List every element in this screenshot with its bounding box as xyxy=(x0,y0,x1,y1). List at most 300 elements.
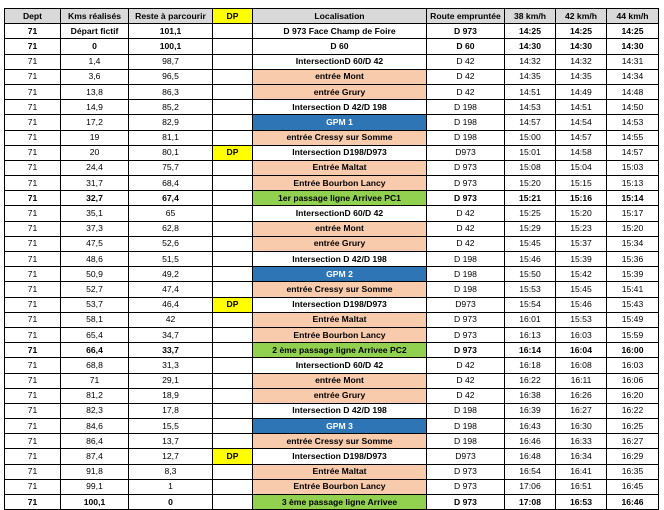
cell-route: D 198 xyxy=(427,434,505,449)
header-speed-44: 44 km/h xyxy=(607,9,659,24)
cell-dept: 71 xyxy=(5,282,61,297)
cell-dp xyxy=(213,24,253,39)
table-row xyxy=(5,206,659,221)
cell-time-42: 16:53 xyxy=(556,495,607,510)
cell-route: D 42 xyxy=(427,358,505,373)
cell-dept: 71 xyxy=(5,327,61,342)
header-dp: DP xyxy=(213,9,253,24)
cell-time-42: 15:42 xyxy=(556,267,607,282)
schedule-table-wrapper xyxy=(4,8,659,510)
table-row xyxy=(5,464,659,479)
cell-dp xyxy=(213,434,253,449)
cell-localisation: Entrée Bourbon Lancy xyxy=(253,176,427,191)
cell-time-44: 15:49 xyxy=(607,312,659,327)
cell-kms-realises: 53,7 xyxy=(61,297,129,312)
cell-route: D 973 xyxy=(427,312,505,327)
cell-kms-realises: 1,4 xyxy=(61,54,129,69)
cell-localisation: entrée Mont xyxy=(253,69,427,84)
cell-localisation: GPM 1 xyxy=(253,115,427,130)
table-row xyxy=(5,160,659,175)
cell-kms-realises: 58,1 xyxy=(61,312,129,327)
cell-dept: 71 xyxy=(5,403,61,418)
cell-reste: 31,3 xyxy=(129,358,213,373)
cell-time-44: 16:46 xyxy=(607,495,659,510)
cell-time-38: 14:53 xyxy=(505,100,556,115)
cell-localisation: entrée Cressy sur Somme xyxy=(253,130,427,145)
cell-dept: 71 xyxy=(5,100,61,115)
cell-reste: 34,7 xyxy=(129,327,213,342)
cell-reste: 8,3 xyxy=(129,464,213,479)
cell-dept: 71 xyxy=(5,343,61,358)
cell-time-38: 14:51 xyxy=(505,84,556,99)
cell-time-38: 16:46 xyxy=(505,434,556,449)
cell-kms-realises: 35,1 xyxy=(61,206,129,221)
header-reste-a-parcourir: Reste à parcourir xyxy=(129,9,213,24)
header-speed-42: 42 km/h xyxy=(556,9,607,24)
cell-dept: 71 xyxy=(5,434,61,449)
cell-time-38: 15:45 xyxy=(505,236,556,251)
table-row xyxy=(5,252,659,267)
cell-time-42: 14:35 xyxy=(556,69,607,84)
cell-reste: 67,4 xyxy=(129,191,213,206)
table-row xyxy=(5,221,659,236)
cell-reste: 52,6 xyxy=(129,236,213,251)
cell-time-38: 15:46 xyxy=(505,252,556,267)
cell-kms-realises: 37,3 xyxy=(61,221,129,236)
cell-time-38: 15:21 xyxy=(505,191,556,206)
cell-reste: 29,1 xyxy=(129,373,213,388)
cell-dp xyxy=(213,160,253,175)
cell-dept: 71 xyxy=(5,206,61,221)
table-row xyxy=(5,449,659,464)
table-row xyxy=(5,236,659,251)
cell-kms-realises: 99,1 xyxy=(61,479,129,494)
cell-route: D 198 xyxy=(427,419,505,434)
cell-route: D973 xyxy=(427,145,505,160)
cell-dept: 71 xyxy=(5,191,61,206)
cell-dp xyxy=(213,373,253,388)
cell-time-44: 15:20 xyxy=(607,221,659,236)
cell-time-44: 16:20 xyxy=(607,388,659,403)
cell-time-38: 15:00 xyxy=(505,130,556,145)
table-row xyxy=(5,145,659,160)
cell-reste: 86,3 xyxy=(129,84,213,99)
cell-localisation: IntersectionD 60/D 42 xyxy=(253,358,427,373)
cell-reste: 96,5 xyxy=(129,69,213,84)
cell-route: D 42 xyxy=(427,69,505,84)
cell-route: D 42 xyxy=(427,221,505,236)
cell-localisation: Intersection D198/D973 xyxy=(253,449,427,464)
cell-kms-realises: 68,8 xyxy=(61,358,129,373)
cell-route: D 198 xyxy=(427,267,505,282)
cell-time-42: 16:51 xyxy=(556,479,607,494)
cell-route: D 973 xyxy=(427,191,505,206)
cell-dept: 71 xyxy=(5,24,61,39)
cell-reste: 65 xyxy=(129,206,213,221)
cell-time-44: 15:41 xyxy=(607,282,659,297)
cell-dp xyxy=(213,252,253,267)
cell-time-44: 16:22 xyxy=(607,403,659,418)
cell-dept: 71 xyxy=(5,479,61,494)
table-row xyxy=(5,191,659,206)
cell-localisation: entrée Grury xyxy=(253,236,427,251)
cell-reste: 85,2 xyxy=(129,100,213,115)
header-dept: Dept xyxy=(5,9,61,24)
cell-localisation: entrée Mont xyxy=(253,373,427,388)
cell-time-38: 15:54 xyxy=(505,297,556,312)
table-row xyxy=(5,84,659,99)
cell-dp xyxy=(213,39,253,54)
cell-time-38: 16:38 xyxy=(505,388,556,403)
cell-localisation: Intersection D198/D973 xyxy=(253,145,427,160)
cell-time-38: 14:35 xyxy=(505,69,556,84)
cell-time-42: 16:41 xyxy=(556,464,607,479)
cell-time-42: 15:45 xyxy=(556,282,607,297)
cell-time-38: 15:50 xyxy=(505,267,556,282)
cell-time-42: 16:33 xyxy=(556,434,607,449)
cell-dept: 71 xyxy=(5,252,61,267)
cell-localisation: D 60 xyxy=(253,39,427,54)
cell-route: D 42 xyxy=(427,84,505,99)
cell-localisation: entrée Grury xyxy=(253,388,427,403)
cell-reste: 15,5 xyxy=(129,419,213,434)
cell-dp xyxy=(213,312,253,327)
cell-time-38: 14:32 xyxy=(505,54,556,69)
cell-dp xyxy=(213,267,253,282)
cell-kms-realises: 81,2 xyxy=(61,388,129,403)
cell-dp xyxy=(213,282,253,297)
cell-kms-realises: 14,9 xyxy=(61,100,129,115)
cell-route: D 973 xyxy=(427,479,505,494)
cell-localisation: GPM 2 xyxy=(253,267,427,282)
cell-kms-realises: 87,4 xyxy=(61,449,129,464)
cell-reste: 51,5 xyxy=(129,252,213,267)
cell-time-42: 16:04 xyxy=(556,343,607,358)
cell-dept: 71 xyxy=(5,267,61,282)
table-row xyxy=(5,267,659,282)
cell-kms-realises: 20 xyxy=(61,145,129,160)
table-row xyxy=(5,495,659,510)
cell-time-38: 16:13 xyxy=(505,327,556,342)
cell-dp xyxy=(213,236,253,251)
cell-dp xyxy=(213,176,253,191)
table-row xyxy=(5,419,659,434)
cell-dept: 71 xyxy=(5,115,61,130)
cell-time-42: 16:03 xyxy=(556,327,607,342)
cell-time-38: 16:14 xyxy=(505,343,556,358)
cell-time-44: 15:34 xyxy=(607,236,659,251)
cell-reste: 82,9 xyxy=(129,115,213,130)
cell-dp xyxy=(213,54,253,69)
table-row xyxy=(5,327,659,342)
cell-localisation: IntersectionD 60/D 42 xyxy=(253,206,427,221)
cell-time-42: 14:57 xyxy=(556,130,607,145)
cell-time-38: 14:57 xyxy=(505,115,556,130)
cell-dp xyxy=(213,221,253,236)
cell-localisation: 2 ème passage ligne Arrivee PC2 xyxy=(253,343,427,358)
cell-time-38: 16:18 xyxy=(505,358,556,373)
cell-time-38: 16:39 xyxy=(505,403,556,418)
cell-dp xyxy=(213,403,253,418)
cell-dept: 71 xyxy=(5,297,61,312)
cell-time-42: 15:53 xyxy=(556,312,607,327)
cell-dp xyxy=(213,495,253,510)
cell-time-44: 16:45 xyxy=(607,479,659,494)
cell-localisation: Intersection D198/D973 xyxy=(253,297,427,312)
cell-localisation: Entrée Bourbon Lancy xyxy=(253,479,427,494)
cell-route: D 973 xyxy=(427,464,505,479)
cell-time-38: 17:06 xyxy=(505,479,556,494)
cell-time-42: 14:30 xyxy=(556,39,607,54)
cell-dp: DP xyxy=(213,297,253,312)
cell-reste: 81,1 xyxy=(129,130,213,145)
cell-reste: 12,7 xyxy=(129,449,213,464)
cell-localisation: entrée Mont xyxy=(253,221,427,236)
cell-dept: 71 xyxy=(5,419,61,434)
cell-reste: 1 xyxy=(129,479,213,494)
header-speed-38: 38 km/h xyxy=(505,9,556,24)
cell-dp xyxy=(213,69,253,84)
cell-time-42: 15:15 xyxy=(556,176,607,191)
cell-dept: 71 xyxy=(5,160,61,175)
cell-time-44: 16:35 xyxy=(607,464,659,479)
cell-route: D973 xyxy=(427,449,505,464)
cell-kms-realises: 17,2 xyxy=(61,115,129,130)
cell-route: D 198 xyxy=(427,100,505,115)
cell-dept: 71 xyxy=(5,464,61,479)
cell-time-44: 14:25 xyxy=(607,24,659,39)
cell-reste: 42 xyxy=(129,312,213,327)
cell-reste: 80,1 xyxy=(129,145,213,160)
table-row xyxy=(5,100,659,115)
cell-kms-realises: 47,5 xyxy=(61,236,129,251)
cell-route: D 973 xyxy=(427,176,505,191)
cell-time-42: 14:58 xyxy=(556,145,607,160)
cell-route: D 42 xyxy=(427,236,505,251)
cell-localisation: entrée Cressy sur Somme xyxy=(253,282,427,297)
cell-time-44: 16:27 xyxy=(607,434,659,449)
cell-dp xyxy=(213,479,253,494)
cell-reste: 18,9 xyxy=(129,388,213,403)
cell-time-44: 16:00 xyxy=(607,343,659,358)
cell-kms-realises: 50,9 xyxy=(61,267,129,282)
schedule-body xyxy=(5,24,659,510)
cell-reste: 75,7 xyxy=(129,160,213,175)
cell-time-42: 16:08 xyxy=(556,358,607,373)
cell-route: D 198 xyxy=(427,252,505,267)
cell-time-38: 15:08 xyxy=(505,160,556,175)
cell-localisation: Entrée Maltat xyxy=(253,464,427,479)
cell-kms-realises: Départ fictif xyxy=(61,24,129,39)
cell-kms-realises: 13,8 xyxy=(61,84,129,99)
cell-reste: 0 xyxy=(129,495,213,510)
cell-reste: 46,4 xyxy=(129,297,213,312)
cell-time-42: 16:30 xyxy=(556,419,607,434)
cell-time-42: 15:37 xyxy=(556,236,607,251)
cell-kms-realises: 19 xyxy=(61,130,129,145)
cell-dept: 71 xyxy=(5,449,61,464)
cell-dp xyxy=(213,464,253,479)
table-row xyxy=(5,479,659,494)
cell-kms-realises: 0 xyxy=(61,39,129,54)
cell-dp xyxy=(213,358,253,373)
cell-dp xyxy=(213,206,253,221)
cell-time-44: 15:17 xyxy=(607,206,659,221)
cell-time-44: 16:03 xyxy=(607,358,659,373)
cell-time-44: 14:48 xyxy=(607,84,659,99)
cell-time-44: 14:34 xyxy=(607,69,659,84)
cell-time-42: 15:23 xyxy=(556,221,607,236)
cell-dp xyxy=(213,100,253,115)
cell-reste: 68,4 xyxy=(129,176,213,191)
cell-time-38: 16:22 xyxy=(505,373,556,388)
cell-route: D 198 xyxy=(427,130,505,145)
cell-dept: 71 xyxy=(5,236,61,251)
cell-route: D 42 xyxy=(427,206,505,221)
race-schedule-table xyxy=(4,8,659,510)
cell-time-44: 15:59 xyxy=(607,327,659,342)
cell-time-38: 15:53 xyxy=(505,282,556,297)
cell-route: D 973 xyxy=(427,343,505,358)
cell-route: D 42 xyxy=(427,54,505,69)
cell-reste: 62,8 xyxy=(129,221,213,236)
cell-time-44: 14:31 xyxy=(607,54,659,69)
table-row xyxy=(5,69,659,84)
cell-time-44: 15:39 xyxy=(607,267,659,282)
table-row xyxy=(5,373,659,388)
cell-route: D973 xyxy=(427,297,505,312)
cell-localisation: Entrée Maltat xyxy=(253,312,427,327)
table-row xyxy=(5,130,659,145)
cell-time-38: 15:29 xyxy=(505,221,556,236)
table-row xyxy=(5,403,659,418)
table-row xyxy=(5,115,659,130)
cell-reste: 98,7 xyxy=(129,54,213,69)
cell-time-38: 15:01 xyxy=(505,145,556,160)
cell-kms-realises: 32,7 xyxy=(61,191,129,206)
table-row xyxy=(5,176,659,191)
table-row xyxy=(5,312,659,327)
cell-kms-realises: 48,6 xyxy=(61,252,129,267)
cell-time-44: 16:25 xyxy=(607,419,659,434)
table-row xyxy=(5,54,659,69)
cell-dept: 71 xyxy=(5,312,61,327)
cell-reste: 13,7 xyxy=(129,434,213,449)
cell-time-44: 15:03 xyxy=(607,160,659,175)
cell-kms-realises: 86,4 xyxy=(61,434,129,449)
cell-dept: 71 xyxy=(5,39,61,54)
cell-time-42: 14:51 xyxy=(556,100,607,115)
table-row xyxy=(5,343,659,358)
cell-time-44: 15:43 xyxy=(607,297,659,312)
cell-dp xyxy=(213,130,253,145)
cell-dept: 71 xyxy=(5,373,61,388)
cell-dp xyxy=(213,84,253,99)
table-row xyxy=(5,388,659,403)
cell-localisation: Intersection D 42/D 198 xyxy=(253,252,427,267)
cell-kms-realises: 3,6 xyxy=(61,69,129,84)
cell-time-42: 16:26 xyxy=(556,388,607,403)
cell-time-44: 15:36 xyxy=(607,252,659,267)
cell-localisation: Intersection D 42/D 198 xyxy=(253,403,427,418)
cell-reste: 33,7 xyxy=(129,343,213,358)
cell-time-38: 14:30 xyxy=(505,39,556,54)
cell-dept: 71 xyxy=(5,358,61,373)
cell-localisation: GPM 3 xyxy=(253,419,427,434)
cell-reste: 101,1 xyxy=(129,24,213,39)
cell-dp xyxy=(213,191,253,206)
cell-time-44: 15:14 xyxy=(607,191,659,206)
cell-time-44: 14:53 xyxy=(607,115,659,130)
cell-kms-realises: 82,3 xyxy=(61,403,129,418)
cell-time-44: 16:06 xyxy=(607,373,659,388)
cell-localisation: 3 ème passage ligne Arrivee xyxy=(253,495,427,510)
cell-time-42: 15:46 xyxy=(556,297,607,312)
cell-time-44: 14:30 xyxy=(607,39,659,54)
cell-route: D 198 xyxy=(427,115,505,130)
cell-localisation: Entrée Maltat xyxy=(253,160,427,175)
cell-time-44: 14:50 xyxy=(607,100,659,115)
cell-time-42: 14:25 xyxy=(556,24,607,39)
header-localisation: Localisation xyxy=(253,9,427,24)
cell-localisation: entrée Grury xyxy=(253,84,427,99)
cell-time-42: 16:27 xyxy=(556,403,607,418)
cell-kms-realises: 24,4 xyxy=(61,160,129,175)
cell-time-42: 16:11 xyxy=(556,373,607,388)
cell-reste: 100,1 xyxy=(129,39,213,54)
cell-dept: 71 xyxy=(5,221,61,236)
table-row xyxy=(5,39,659,54)
cell-time-44: 16:29 xyxy=(607,449,659,464)
cell-dept: 71 xyxy=(5,54,61,69)
header-row xyxy=(5,9,659,24)
cell-kms-realises: 91,8 xyxy=(61,464,129,479)
cell-time-38: 15:25 xyxy=(505,206,556,221)
table-row xyxy=(5,297,659,312)
cell-localisation: D 973 Face Champ de Foire xyxy=(253,24,427,39)
cell-kms-realises: 71 xyxy=(61,373,129,388)
cell-kms-realises: 52,7 xyxy=(61,282,129,297)
cell-time-38: 16:01 xyxy=(505,312,556,327)
cell-dp xyxy=(213,419,253,434)
cell-time-42: 14:54 xyxy=(556,115,607,130)
cell-time-42: 15:16 xyxy=(556,191,607,206)
cell-route: D 973 xyxy=(427,495,505,510)
cell-route: D 198 xyxy=(427,403,505,418)
cell-route: D 42 xyxy=(427,388,505,403)
table-row xyxy=(5,24,659,39)
cell-time-44: 14:55 xyxy=(607,130,659,145)
cell-time-38: 14:25 xyxy=(505,24,556,39)
cell-dp xyxy=(213,343,253,358)
cell-dept: 71 xyxy=(5,495,61,510)
cell-time-38: 16:43 xyxy=(505,419,556,434)
cell-reste: 47,4 xyxy=(129,282,213,297)
cell-dp xyxy=(213,115,253,130)
cell-dept: 71 xyxy=(5,176,61,191)
table-row xyxy=(5,434,659,449)
cell-time-44: 14:57 xyxy=(607,145,659,160)
cell-kms-realises: 100,1 xyxy=(61,495,129,510)
cell-kms-realises: 84,6 xyxy=(61,419,129,434)
cell-localisation: entrée Cressy sur Somme xyxy=(253,434,427,449)
cell-dept: 71 xyxy=(5,145,61,160)
cell-route: D 973 xyxy=(427,160,505,175)
cell-time-42: 15:20 xyxy=(556,206,607,221)
cell-kms-realises: 65,4 xyxy=(61,327,129,342)
header-kms-realises: Kms réalisés xyxy=(61,9,129,24)
cell-dp xyxy=(213,327,253,342)
